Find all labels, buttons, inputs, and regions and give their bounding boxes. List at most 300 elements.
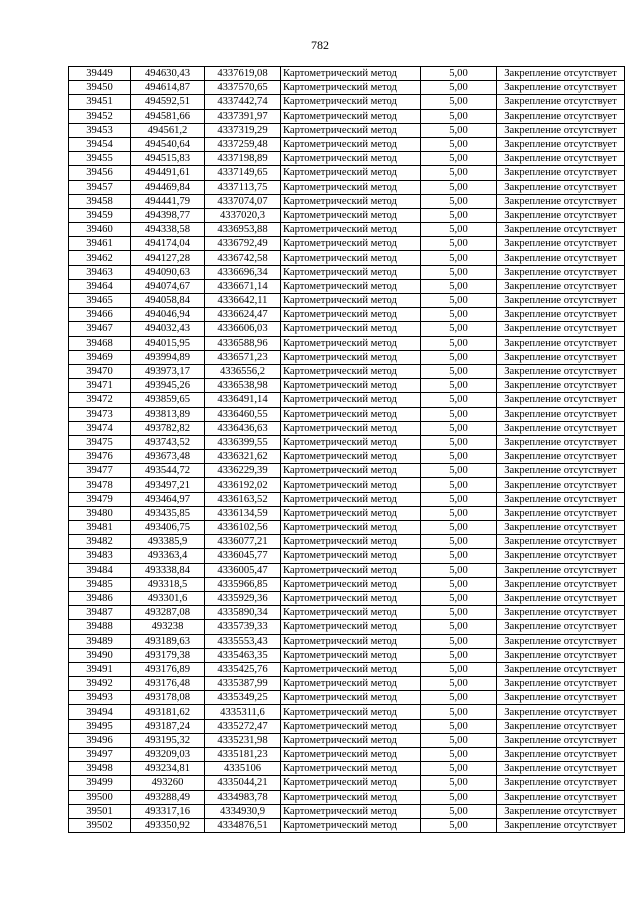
table-row: [69, 435, 625, 449]
x-coordinate-cell: 493859,65: [131, 393, 205, 407]
table-row: [69, 364, 625, 378]
method-cell: Картометрический метод: [281, 804, 421, 818]
method-cell: Картометрический метод: [281, 591, 421, 605]
accuracy-cell: 5,00: [421, 492, 497, 506]
point-number-cell: 39483: [69, 549, 131, 563]
x-coordinate-cell: 494581,66: [131, 109, 205, 123]
fixing-cell: Закрепление отсутствует: [497, 733, 625, 747]
table-row: [69, 67, 625, 81]
y-coordinate-cell: 4336321,62: [205, 450, 281, 464]
x-coordinate-cell: 494592,51: [131, 95, 205, 109]
accuracy-cell: 5,00: [421, 790, 497, 804]
table-row: [69, 677, 625, 691]
point-number-cell: 39479: [69, 492, 131, 506]
method-cell: Картометрический метод: [281, 648, 421, 662]
point-number-cell: 39466: [69, 308, 131, 322]
y-coordinate-cell: 4337020,3: [205, 208, 281, 222]
table-row: [69, 762, 625, 776]
point-number-cell: 39469: [69, 350, 131, 364]
x-coordinate-cell: 493544,72: [131, 464, 205, 478]
fixing-cell: Закрепление отсутствует: [497, 748, 625, 762]
accuracy-cell: 5,00: [421, 223, 497, 237]
method-cell: Картометрический метод: [281, 194, 421, 208]
x-coordinate-cell: 494127,28: [131, 251, 205, 265]
method-cell: Картометрический метод: [281, 776, 421, 790]
x-coordinate-cell: 493238: [131, 620, 205, 634]
x-coordinate-cell: 493318,5: [131, 577, 205, 591]
table-row: [69, 606, 625, 620]
y-coordinate-cell: 4336102,56: [205, 521, 281, 535]
x-coordinate-cell: 493406,75: [131, 521, 205, 535]
x-coordinate-cell: 494174,04: [131, 237, 205, 251]
fixing-cell: Закрепление отсутствует: [497, 166, 625, 180]
x-coordinate-cell: 493178,08: [131, 691, 205, 705]
coordinates-table: [68, 66, 625, 833]
method-cell: Картометрический метод: [281, 81, 421, 95]
accuracy-cell: 5,00: [421, 549, 497, 563]
x-coordinate-cell: 493363,4: [131, 549, 205, 563]
accuracy-cell: 5,00: [421, 563, 497, 577]
x-coordinate-cell: 493673,48: [131, 450, 205, 464]
table-row: [69, 492, 625, 506]
accuracy-cell: 5,00: [421, 464, 497, 478]
table-row: [69, 790, 625, 804]
y-coordinate-cell: 4335387,99: [205, 677, 281, 691]
x-coordinate-cell: 493176,89: [131, 662, 205, 676]
y-coordinate-cell: 4336571,23: [205, 350, 281, 364]
y-coordinate-cell: 4334930,9: [205, 804, 281, 818]
accuracy-cell: 5,00: [421, 379, 497, 393]
x-coordinate-cell: 494540,64: [131, 137, 205, 151]
table-row: [69, 705, 625, 719]
accuracy-cell: 5,00: [421, 350, 497, 364]
method-cell: Картометрический метод: [281, 322, 421, 336]
method-cell: Картометрический метод: [281, 123, 421, 137]
table-row: [69, 279, 625, 293]
y-coordinate-cell: 4335929,36: [205, 591, 281, 605]
accuracy-cell: 5,00: [421, 648, 497, 662]
x-coordinate-cell: 493743,52: [131, 435, 205, 449]
accuracy-cell: 5,00: [421, 691, 497, 705]
table-row: [69, 393, 625, 407]
table-row: [69, 109, 625, 123]
y-coordinate-cell: 4336556,2: [205, 364, 281, 378]
point-number-cell: 39458: [69, 194, 131, 208]
point-number-cell: 39488: [69, 620, 131, 634]
accuracy-cell: 5,00: [421, 577, 497, 591]
table-row: [69, 137, 625, 151]
table-row: [69, 308, 625, 322]
accuracy-cell: 5,00: [421, 435, 497, 449]
method-cell: Картометрический метод: [281, 208, 421, 222]
accuracy-cell: 5,00: [421, 67, 497, 81]
method-cell: Картометрический метод: [281, 152, 421, 166]
x-coordinate-cell: 493464,97: [131, 492, 205, 506]
accuracy-cell: 5,00: [421, 705, 497, 719]
method-cell: Картометрический метод: [281, 492, 421, 506]
x-coordinate-cell: 494441,79: [131, 194, 205, 208]
accuracy-cell: 5,00: [421, 535, 497, 549]
y-coordinate-cell: 4336624,47: [205, 308, 281, 322]
method-cell: Картометрический метод: [281, 677, 421, 691]
table-row: [69, 691, 625, 705]
y-coordinate-cell: 4336696,34: [205, 265, 281, 279]
fixing-cell: Закрепление отсутствует: [497, 180, 625, 194]
y-coordinate-cell: 4337391,97: [205, 109, 281, 123]
fixing-cell: Закрепление отсутствует: [497, 279, 625, 293]
fixing-cell: Закрепление отсутствует: [497, 776, 625, 790]
point-number-cell: 39449: [69, 67, 131, 81]
x-coordinate-cell: 494614,87: [131, 81, 205, 95]
accuracy-cell: 5,00: [421, 521, 497, 535]
accuracy-cell: 5,00: [421, 776, 497, 790]
x-coordinate-cell: 493176,48: [131, 677, 205, 691]
table-row: [69, 521, 625, 535]
y-coordinate-cell: 4336005,47: [205, 563, 281, 577]
fixing-cell: Закрепление отсутствует: [497, 478, 625, 492]
y-coordinate-cell: 4336642,11: [205, 294, 281, 308]
method-cell: Картометрический метод: [281, 705, 421, 719]
y-coordinate-cell: 4337149,65: [205, 166, 281, 180]
x-coordinate-cell: 493234,81: [131, 762, 205, 776]
point-number-cell: 39492: [69, 677, 131, 691]
y-coordinate-cell: 4337319,29: [205, 123, 281, 137]
fixing-cell: Закрепление отсутствует: [497, 450, 625, 464]
method-cell: Картометрический метод: [281, 166, 421, 180]
method-cell: Картометрический метод: [281, 662, 421, 676]
method-cell: Картометрический метод: [281, 521, 421, 535]
fixing-cell: Закрепление отсутствует: [497, 407, 625, 421]
x-coordinate-cell: 493179,38: [131, 648, 205, 662]
method-cell: Картометрический метод: [281, 577, 421, 591]
method-cell: Картометрический метод: [281, 95, 421, 109]
fixing-cell: Закрепление отсутствует: [497, 294, 625, 308]
fixing-cell: Закрепление отсутствует: [497, 393, 625, 407]
point-number-cell: 39495: [69, 719, 131, 733]
method-cell: Картометрический метод: [281, 265, 421, 279]
y-coordinate-cell: 4336134,59: [205, 506, 281, 520]
table-row: [69, 776, 625, 790]
fixing-cell: Закрепление отсутствует: [497, 606, 625, 620]
fixing-cell: Закрепление отсутствует: [497, 308, 625, 322]
table-row: [69, 152, 625, 166]
table-row: [69, 237, 625, 251]
table-row: [69, 478, 625, 492]
fixing-cell: Закрепление отсутствует: [497, 705, 625, 719]
y-coordinate-cell: 4335890,34: [205, 606, 281, 620]
accuracy-cell: 5,00: [421, 364, 497, 378]
accuracy-cell: 5,00: [421, 279, 497, 293]
table-row: [69, 180, 625, 194]
point-number-cell: 39472: [69, 393, 131, 407]
table-row: [69, 733, 625, 747]
point-number-cell: 39487: [69, 606, 131, 620]
method-cell: Картометрический метод: [281, 350, 421, 364]
table-row: [69, 194, 625, 208]
table-row: [69, 563, 625, 577]
x-coordinate-cell: 494469,84: [131, 180, 205, 194]
method-cell: Картометрический метод: [281, 137, 421, 151]
method-cell: Картометрический метод: [281, 606, 421, 620]
point-number-cell: 39456: [69, 166, 131, 180]
fixing-cell: Закрепление отсутствует: [497, 634, 625, 648]
x-coordinate-cell: 493209,03: [131, 748, 205, 762]
y-coordinate-cell: 4336491,14: [205, 393, 281, 407]
fixing-cell: Закрепление отсутствует: [497, 577, 625, 591]
x-coordinate-cell: 493181,62: [131, 705, 205, 719]
point-number-cell: 39499: [69, 776, 131, 790]
fixing-cell: Закрепление отсутствует: [497, 95, 625, 109]
accuracy-cell: 5,00: [421, 95, 497, 109]
fixing-cell: Закрепление отсутствует: [497, 152, 625, 166]
accuracy-cell: 5,00: [421, 294, 497, 308]
fixing-cell: Закрепление отсутствует: [497, 336, 625, 350]
point-number-cell: 39451: [69, 95, 131, 109]
y-coordinate-cell: 4336671,14: [205, 279, 281, 293]
method-cell: Картометрический метод: [281, 364, 421, 378]
point-number-cell: 39491: [69, 662, 131, 676]
x-coordinate-cell: 494398,77: [131, 208, 205, 222]
x-coordinate-cell: 493288,49: [131, 790, 205, 804]
table-row: [69, 648, 625, 662]
accuracy-cell: 5,00: [421, 265, 497, 279]
y-coordinate-cell: 4336192,02: [205, 478, 281, 492]
point-number-cell: 39498: [69, 762, 131, 776]
point-number-cell: 39452: [69, 109, 131, 123]
accuracy-cell: 5,00: [421, 634, 497, 648]
accuracy-cell: 5,00: [421, 251, 497, 265]
point-number-cell: 39489: [69, 634, 131, 648]
method-cell: Картометрический метод: [281, 748, 421, 762]
fixing-cell: Закрепление отсутствует: [497, 762, 625, 776]
accuracy-cell: 5,00: [421, 208, 497, 222]
fixing-cell: Закрепление отсутствует: [497, 81, 625, 95]
fixing-cell: Закрепление отсутствует: [497, 350, 625, 364]
accuracy-cell: 5,00: [421, 478, 497, 492]
x-coordinate-cell: 494074,67: [131, 279, 205, 293]
x-coordinate-cell: 493338,84: [131, 563, 205, 577]
fixing-cell: Закрепление отсутствует: [497, 67, 625, 81]
accuracy-cell: 5,00: [421, 620, 497, 634]
fixing-cell: Закрепление отсутствует: [497, 719, 625, 733]
y-coordinate-cell: 4337442,74: [205, 95, 281, 109]
point-number-cell: 39462: [69, 251, 131, 265]
y-coordinate-cell: 4336077,21: [205, 535, 281, 549]
fixing-cell: Закрепление отсутствует: [497, 662, 625, 676]
x-coordinate-cell: 493187,24: [131, 719, 205, 733]
fixing-cell: Закрепление отсутствует: [497, 464, 625, 478]
table-row: [69, 591, 625, 605]
table-row: [69, 81, 625, 95]
fixing-cell: Закрепление отсутствует: [497, 322, 625, 336]
coordinates-table-body: [69, 67, 625, 833]
table-row: [69, 549, 625, 563]
accuracy-cell: 5,00: [421, 180, 497, 194]
y-coordinate-cell: 4334876,51: [205, 818, 281, 832]
x-coordinate-cell: 493385,9: [131, 535, 205, 549]
method-cell: Картометрический метод: [281, 620, 421, 634]
point-number-cell: 39476: [69, 450, 131, 464]
table-row: [69, 166, 625, 180]
y-coordinate-cell: 4337259,48: [205, 137, 281, 151]
y-coordinate-cell: 4337619,08: [205, 67, 281, 81]
y-coordinate-cell: 4336460,55: [205, 407, 281, 421]
accuracy-cell: 5,00: [421, 591, 497, 605]
accuracy-cell: 5,00: [421, 818, 497, 832]
x-coordinate-cell: 493435,85: [131, 506, 205, 520]
point-number-cell: 39496: [69, 733, 131, 747]
fixing-cell: Закрепление отсутствует: [497, 208, 625, 222]
y-coordinate-cell: 4335463,35: [205, 648, 281, 662]
x-coordinate-cell: 493782,82: [131, 421, 205, 435]
method-cell: Картометрический метод: [281, 818, 421, 832]
x-coordinate-cell: 494090,63: [131, 265, 205, 279]
method-cell: Картометрический метод: [281, 180, 421, 194]
accuracy-cell: 5,00: [421, 506, 497, 520]
point-number-cell: 39502: [69, 818, 131, 832]
method-cell: Картометрический метод: [281, 450, 421, 464]
method-cell: Картометрический метод: [281, 223, 421, 237]
method-cell: Картометрический метод: [281, 563, 421, 577]
accuracy-cell: 5,00: [421, 748, 497, 762]
table-row: [69, 535, 625, 549]
method-cell: Картометрический метод: [281, 634, 421, 648]
method-cell: Картометрический метод: [281, 435, 421, 449]
y-coordinate-cell: 4336163,52: [205, 492, 281, 506]
point-number-cell: 39461: [69, 237, 131, 251]
table-row: [69, 123, 625, 137]
table-row: [69, 634, 625, 648]
y-coordinate-cell: 4335044,21: [205, 776, 281, 790]
table-row: [69, 223, 625, 237]
x-coordinate-cell: 494338,58: [131, 223, 205, 237]
method-cell: Картометрический метод: [281, 294, 421, 308]
x-coordinate-cell: 494015,95: [131, 336, 205, 350]
method-cell: Картометрический метод: [281, 251, 421, 265]
y-coordinate-cell: 4336792,49: [205, 237, 281, 251]
y-coordinate-cell: 4336229,39: [205, 464, 281, 478]
fixing-cell: Закрепление отсутствует: [497, 194, 625, 208]
point-number-cell: 39500: [69, 790, 131, 804]
fixing-cell: Закрепление отсутствует: [497, 535, 625, 549]
table-row: [69, 818, 625, 832]
method-cell: Картометрический метод: [281, 308, 421, 322]
point-number-cell: 39459: [69, 208, 131, 222]
x-coordinate-cell: 493189,63: [131, 634, 205, 648]
x-coordinate-cell: 493994,89: [131, 350, 205, 364]
point-number-cell: 39474: [69, 421, 131, 435]
y-coordinate-cell: 4336606,03: [205, 322, 281, 336]
fixing-cell: Закрепление отсутствует: [497, 790, 625, 804]
point-number-cell: 39473: [69, 407, 131, 421]
fixing-cell: Закрепление отсутствует: [497, 435, 625, 449]
accuracy-cell: 5,00: [421, 137, 497, 151]
table-row: [69, 719, 625, 733]
method-cell: Картометрический метод: [281, 535, 421, 549]
point-number-cell: 39460: [69, 223, 131, 237]
y-coordinate-cell: 4336588,96: [205, 336, 281, 350]
method-cell: Картометрический метод: [281, 506, 421, 520]
table-row: [69, 421, 625, 435]
table-row: [69, 294, 625, 308]
x-coordinate-cell: 493813,89: [131, 407, 205, 421]
accuracy-cell: 5,00: [421, 804, 497, 818]
method-cell: Картометрический метод: [281, 733, 421, 747]
accuracy-cell: 5,00: [421, 662, 497, 676]
method-cell: Картометрический метод: [281, 393, 421, 407]
y-coordinate-cell: 4335181,23: [205, 748, 281, 762]
fixing-cell: Закрепление отсутствует: [497, 492, 625, 506]
point-number-cell: 39478: [69, 478, 131, 492]
x-coordinate-cell: 493287,08: [131, 606, 205, 620]
point-number-cell: 39477: [69, 464, 131, 478]
table-row: [69, 379, 625, 393]
method-cell: Картометрический метод: [281, 67, 421, 81]
point-number-cell: 39475: [69, 435, 131, 449]
y-coordinate-cell: 4335425,76: [205, 662, 281, 676]
point-number-cell: 39467: [69, 322, 131, 336]
table-row: [69, 464, 625, 478]
y-coordinate-cell: 4336045,77: [205, 549, 281, 563]
accuracy-cell: 5,00: [421, 81, 497, 95]
table-row: [69, 407, 625, 421]
y-coordinate-cell: 4336953,88: [205, 223, 281, 237]
x-coordinate-cell: 494032,43: [131, 322, 205, 336]
table-row: [69, 265, 625, 279]
x-coordinate-cell: 494561,2: [131, 123, 205, 137]
point-number-cell: 39494: [69, 705, 131, 719]
y-coordinate-cell: 4337074,07: [205, 194, 281, 208]
table-row: [69, 208, 625, 222]
y-coordinate-cell: 4335106: [205, 762, 281, 776]
y-coordinate-cell: 4335966,85: [205, 577, 281, 591]
point-number-cell: 39454: [69, 137, 131, 151]
point-number-cell: 39464: [69, 279, 131, 293]
point-number-cell: 39481: [69, 521, 131, 535]
x-coordinate-cell: 493497,21: [131, 478, 205, 492]
accuracy-cell: 5,00: [421, 336, 497, 350]
fixing-cell: Закрепление отсутствует: [497, 620, 625, 634]
fixing-cell: Закрепление отсутствует: [497, 804, 625, 818]
x-coordinate-cell: 494630,43: [131, 67, 205, 81]
point-number-cell: 39484: [69, 563, 131, 577]
table-row: [69, 748, 625, 762]
fixing-cell: Закрепление отсутствует: [497, 506, 625, 520]
y-coordinate-cell: 4335311,6: [205, 705, 281, 719]
method-cell: Картометрический метод: [281, 790, 421, 804]
x-coordinate-cell: 494058,84: [131, 294, 205, 308]
y-coordinate-cell: 4336436,63: [205, 421, 281, 435]
point-number-cell: 39486: [69, 591, 131, 605]
point-number-cell: 39485: [69, 577, 131, 591]
fixing-cell: Закрепление отсутствует: [497, 563, 625, 577]
y-coordinate-cell: 4335553,43: [205, 634, 281, 648]
method-cell: Картометрический метод: [281, 379, 421, 393]
table-row: [69, 336, 625, 350]
fixing-cell: Закрепление отсутствует: [497, 123, 625, 137]
accuracy-cell: 5,00: [421, 407, 497, 421]
y-coordinate-cell: 4335272,47: [205, 719, 281, 733]
fixing-cell: Закрепление отсутствует: [497, 591, 625, 605]
fixing-cell: Закрепление отсутствует: [497, 223, 625, 237]
method-cell: Картометрический метод: [281, 464, 421, 478]
table-row: [69, 620, 625, 634]
x-coordinate-cell: 493350,92: [131, 818, 205, 832]
table-row: [69, 662, 625, 676]
x-coordinate-cell: 494515,83: [131, 152, 205, 166]
point-number-cell: 39450: [69, 81, 131, 95]
accuracy-cell: 5,00: [421, 109, 497, 123]
